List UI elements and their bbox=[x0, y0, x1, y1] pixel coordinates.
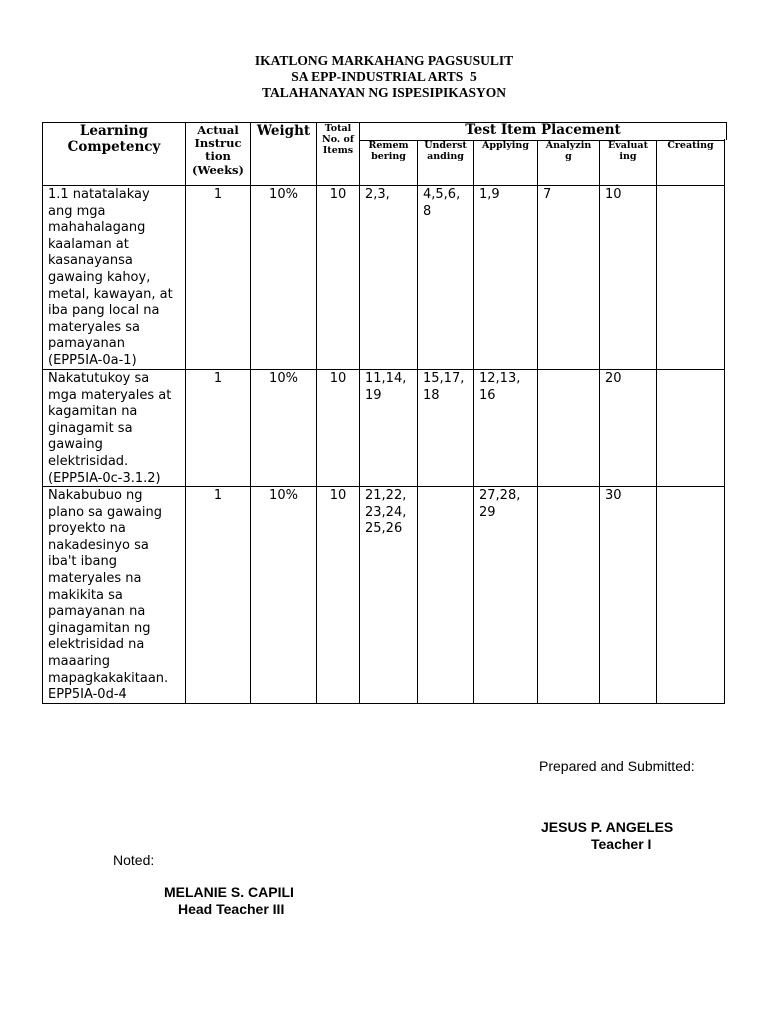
row3-understanding bbox=[417, 486, 473, 703]
table-bottom-border bbox=[42, 703, 725, 704]
header-applying: Applying bbox=[473, 140, 537, 185]
row1-analyzing: 7 bbox=[537, 185, 599, 369]
row3-evaluating: 30 bbox=[599, 486, 656, 703]
row1-creating bbox=[656, 185, 724, 369]
title-line-2: SA EPP-INDUSTRIAL ARTS 5 bbox=[291, 69, 477, 84]
row2-remembering: 11,14, 19 bbox=[359, 369, 417, 486]
row3-creating bbox=[656, 486, 724, 703]
row1-evaluating: 10 bbox=[599, 185, 656, 369]
title-line-3: TALAHANAYAN NG ISPESIPIKASYON bbox=[261, 85, 507, 100]
row1-weeks: 1 bbox=[185, 185, 250, 369]
row3-analyzing bbox=[537, 486, 599, 703]
row3-competency: Nakabubuo ng plano sa gawaing proyekto na nakadesinyo sa iba't ibang materyales na makikita sa pamayanan na ginagamitan ng elektrisidad na maaaring mapagkakakitaan. EPP5IA-0d-4 bbox=[42, 486, 185, 703]
document-title bbox=[0, 53, 768, 101]
header-evaluating: Evaluat ing bbox=[599, 140, 656, 185]
header-weight: Weight bbox=[250, 122, 316, 185]
row2-applying: 12,13, 16 bbox=[473, 369, 537, 486]
header-understanding: Underst anding bbox=[417, 140, 473, 185]
title-line-1: IKATLONG MARKAHANG PAGSUSULIT bbox=[254, 53, 514, 68]
row1-competency: 1.1 natatalakay ang mga mahahalagang kaalaman at kasanayansa gawaing kahoy, metal, kawayan, at iba pang local na materyales sa pamayanan (EPP5IA-0a-1) bbox=[42, 185, 185, 369]
row3-applying: 27,28, 29 bbox=[473, 486, 537, 703]
row2-analyzing bbox=[537, 369, 599, 486]
header-creating: Creating bbox=[656, 140, 724, 185]
row2-creating bbox=[656, 369, 724, 486]
prepared-label: Prepared and Submitted: bbox=[539, 758, 695, 774]
row2-evaluating: 20 bbox=[599, 369, 656, 486]
preparer-name: JESUS P. ANGELES bbox=[541, 819, 674, 835]
header-remembering: Remem bering bbox=[359, 140, 417, 185]
header-total-items: Total No. of Items bbox=[316, 122, 359, 185]
row2-weight: 10% bbox=[250, 369, 316, 486]
row3-weeks: 1 bbox=[185, 486, 250, 703]
row3-remembering: 21,22, 23,24, 25,26 bbox=[359, 486, 417, 703]
row1-weight: 10% bbox=[250, 185, 316, 369]
row1-applying: 1,9 bbox=[473, 185, 537, 369]
header-corner-line bbox=[726, 122, 727, 140]
header-learning-competency: Learning Competency bbox=[42, 122, 185, 185]
row1-remembering: 2,3, bbox=[359, 185, 417, 369]
row3-weight: 10% bbox=[250, 486, 316, 703]
noted-label: Noted: bbox=[113, 852, 155, 868]
header-test-item-placement: Test Item Placement bbox=[359, 122, 726, 140]
specification-table bbox=[42, 122, 725, 704]
row1-understanding: 4,5,6, 8 bbox=[417, 185, 473, 369]
row3-items: 10 bbox=[316, 486, 359, 703]
preparer-title: Teacher I bbox=[591, 836, 652, 852]
row2-items: 10 bbox=[316, 369, 359, 486]
row1-items: 10 bbox=[316, 185, 359, 369]
table-right-border bbox=[724, 139, 725, 704]
noter-name: MELANIE S. CAPILI bbox=[164, 884, 294, 900]
header-actual-instruction: Actual Instruc tion (Weeks) bbox=[185, 122, 250, 185]
noter-title: Head Teacher III bbox=[178, 901, 285, 917]
header-analyzing: Analyzin g bbox=[537, 140, 599, 185]
row2-weeks: 1 bbox=[185, 369, 250, 486]
row2-understanding: 15,17, 18 bbox=[417, 369, 473, 486]
row2-competency: Nakatutukoy sa mga materyales at kagamitan na ginagamit sa gawaing elektrisidad. (EPP5IA-0c-3.1.2) bbox=[42, 369, 185, 486]
